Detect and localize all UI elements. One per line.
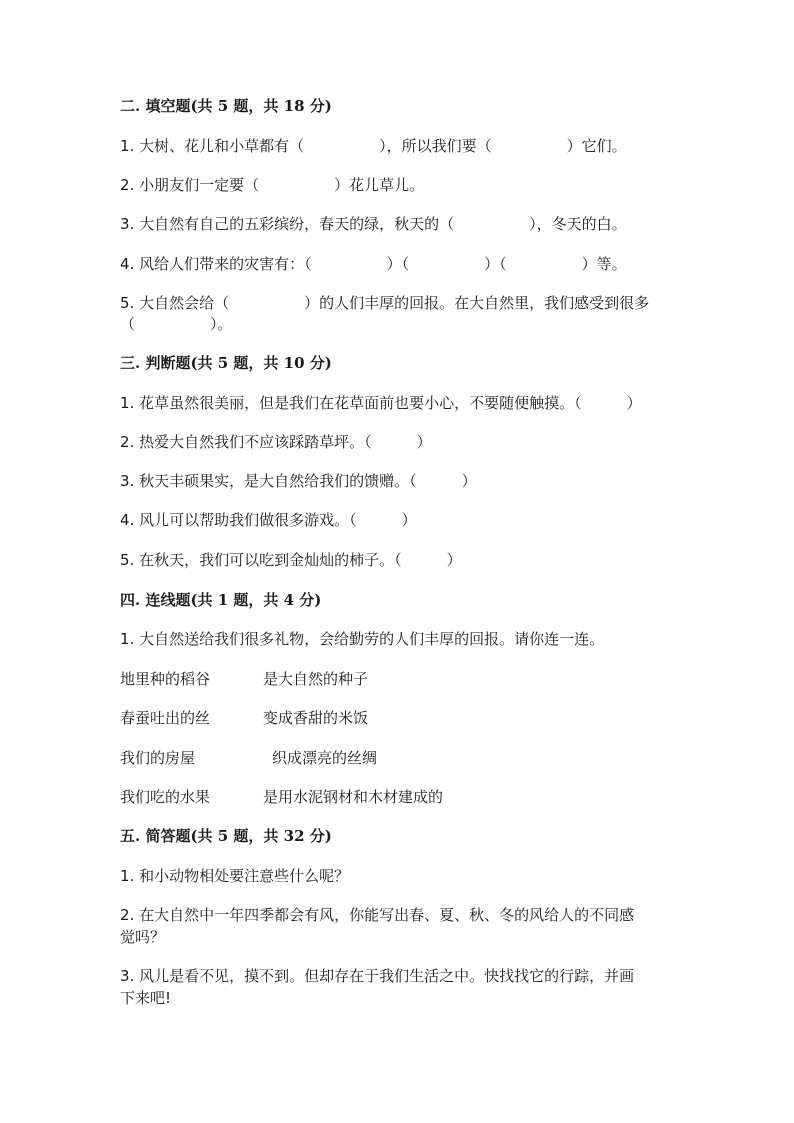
section-heading-matching: 四. 连线题(共 1 题，共 4 分): [120, 591, 322, 609]
question-2-3: 3. 大自然有自己的五彩缤纷，春天的绿，秋天的（ ），冬天的白。: [120, 215, 627, 233]
question-2-1: 1. 大树、花儿和小草都有（ ），所以我们要（ ）它们。: [120, 137, 627, 155]
match-left-item: 地里种的稻谷: [120, 670, 211, 688]
question-4-1: 1. 大自然送给我们很多礼物，会给勤劳的人们丰厚的回报。请你连一连。: [120, 630, 605, 648]
question-5-3-line-2: 下来吧!: [120, 989, 172, 1007]
match-right-item: 是大自然的种子: [263, 670, 369, 688]
match-left-item: 我们的房屋: [120, 749, 196, 767]
question-2-5-line-2: （ ）。: [120, 315, 233, 333]
section-heading-fill-in: 二. 填空题(共 5 题，共 18 分): [120, 97, 332, 115]
question-5-3-line-1: 3. 风儿是看不见，摸不到。但却存在于我们生活之中。快找找它的行踪，并画: [120, 967, 635, 985]
question-5-1: 1. 和小动物相处要注意些什么呢？: [120, 867, 350, 885]
question-2-4: 4. 风给人们带来的灾害有：（ ）（ ）（ ）等。: [120, 255, 627, 273]
question-3-4: 4. 风儿可以帮助我们做很多游戏。（ ）: [120, 511, 417, 529]
question-3-1: 1. 花草虽然很美丽，但是我们在花草面前也要小心，不要随便触摸。（ ）: [120, 394, 642, 412]
match-right-item: 变成香甜的米饭: [263, 709, 369, 727]
question-3-2: 2. 热爱大自然我们不应该踩踏草坪。（ ）: [120, 433, 432, 451]
question-5-2-line-1: 2. 在大自然中一年四季都会有风，你能写出春、夏、秋、冬的风给人的不同感: [120, 906, 635, 924]
section-heading-short-answer: 五. 简答题(共 5 题，共 32 分): [120, 827, 332, 845]
question-5-2-line-2: 觉吗？: [120, 928, 166, 946]
match-left-item: 春蚕吐出的丝: [120, 709, 211, 727]
question-3-5: 5. 在秋天，我们可以吃到金灿灿的柿子。（ ）: [120, 551, 462, 569]
section-heading-true-false: 三. 判断题(共 5 题，共 10 分): [120, 354, 332, 372]
match-left-item: 我们吃的水果: [120, 788, 211, 806]
match-right-item: 织成漂亮的丝绸: [272, 749, 378, 767]
question-2-5-line-1: 5. 大自然会给（ ）的人们丰厚的回报。在大自然里，我们感受到很多: [120, 294, 650, 312]
match-right-item: 是用水泥钢材和木材建成的: [263, 788, 444, 806]
question-2-2: 2. 小朋友们一定要（ ）花儿草儿。: [120, 176, 425, 194]
question-3-3: 3. 秋天丰硕果实，是大自然给我们的馈赠。（ ）: [120, 472, 477, 490]
